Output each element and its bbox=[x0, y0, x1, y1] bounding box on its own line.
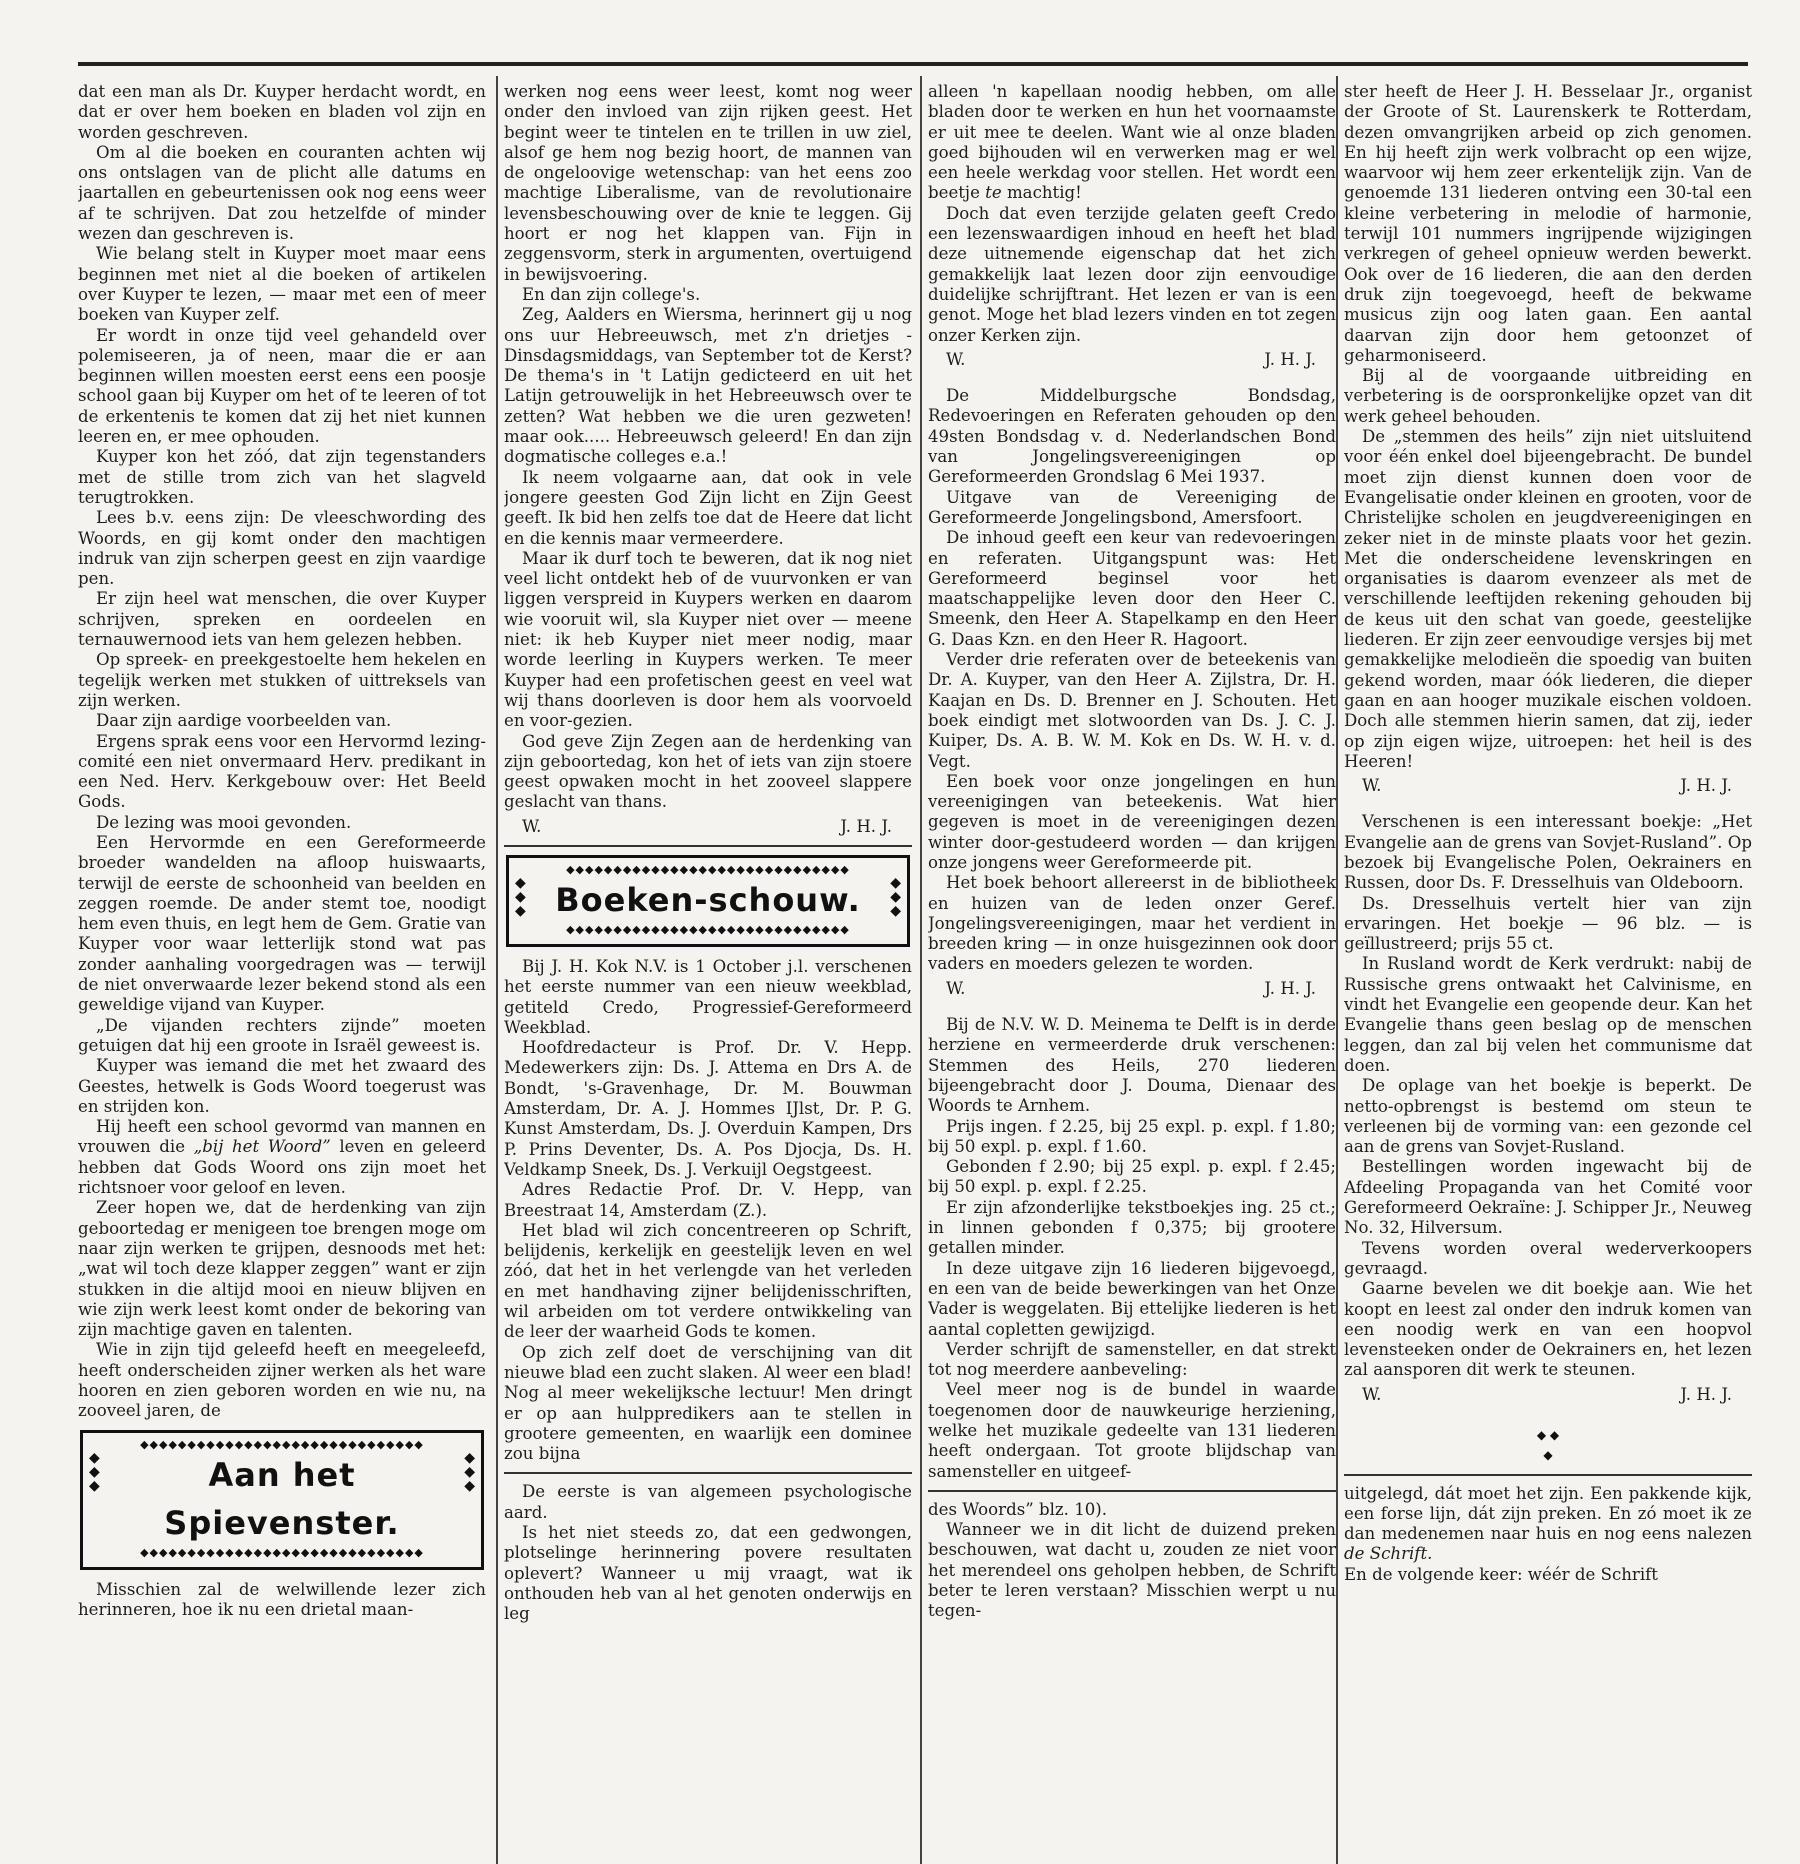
paragraph: Om al die boeken en couranten achten wij ons ontslagen van de plicht alle datums en jaartallen en gebeurtenissen ook nog eens weer af te schrijven. Dat zou hetzelfde of minder wezen dan geschreven is. bbox=[78, 142, 486, 244]
paragraph: Adres Redactie Prof. Dr. V. Hepp, van Breestraat 14, Amsterdam (Z.). bbox=[504, 1180, 912, 1220]
paragraph: En dan zijn college's. bbox=[522, 284, 701, 304]
paragraph: Doch dat even terzijde gelaten geeft Credo een lezenswaardigen inhoud en heeft het blad deze uitnemende eigenschap dat het zich gemakkelijk laat lezen door zijn eenvoudige duidelijke schrijftrant. Het lezen er van is een genot. Moge het blad lezers vinden en tot zegen onzer Kerken zijn. bbox=[928, 203, 1336, 345]
paragraph: God geve Zijn Zegen aan de herdenking van zijn geboortedag, kon het of iets van zijn stoere geest opwaken mocht in het zooveel slappere geslacht van thans. bbox=[504, 731, 912, 812]
section-heading-box bbox=[506, 855, 910, 947]
paragraph: Zeer hopen we, dat de herdenking van zijn geboortedag er menigeen toe brengen moge om naar zijn werken te grijpen, desnoods met het: „wat wil toch deze klapper zeggen” want er zijn stukken in die altijd mooi en nieuw blijven en wie zijn werk leest komt onder de bekoring van zijn machtige gaven en talenten. bbox=[78, 1198, 486, 1340]
paragraph: Er zijn heel wat menschen, die over Kuyper schrijven, spreken en oordeelen en ternauwernood iets van hem gelezen hebben. bbox=[78, 589, 486, 650]
spacer bbox=[928, 1005, 1336, 1015]
signature bbox=[928, 979, 1336, 999]
divider bbox=[504, 1472, 912, 1474]
paragraph: Misschien zal de welwillende lezer zich herinneren, hoe ik nu een drietal maan- bbox=[78, 1579, 486, 1619]
text-run: Hij heeft een school gevormd van mannen en vrouwen die bbox=[78, 1117, 486, 1157]
section-heading: Boeken-schouw. bbox=[555, 880, 861, 919]
column-1 bbox=[78, 82, 486, 1620]
paragraph: Bij J. H. Kok N.V. is 1 October j.l. verschenen het eerste nummer van een nieuw weekblad, getiteld Credo, Progressief-Gereformeerd Weekblad. bbox=[504, 956, 912, 1037]
paragraph bbox=[78, 1117, 486, 1198]
signature-right: J. H. J. bbox=[1264, 978, 1316, 998]
paragraph: Het boek behoort allereerst in de bibliotheek en huizen van de leden onzer Geref. Jongelingsvereenigingen, maar het verdient in breeden kring — in onze huisgezinnen ook door vaders en moeders gelezen te worden. bbox=[928, 873, 1336, 974]
column-rule bbox=[1336, 76, 1338, 1864]
paragraph: Op spreek- en preekgestoelte hem hekelen en tegelijk werken met stukken of uittreksels van zijn werken. bbox=[78, 650, 486, 710]
paragraph: Het blad wil zich concentreeren op Schrift, belijdenis, kerkelijk en geestelijk leven en wel zóó, dat het in het verlengde van het verleden en met handhaving zijner belijdenisschriften, wil arbeiden om tot verdere ontwikkeling van de leer der waarheid Gods te komen. bbox=[504, 1220, 912, 1342]
signature bbox=[928, 350, 1336, 370]
signature-left: W. bbox=[1362, 1384, 1382, 1404]
paragraph bbox=[928, 82, 1336, 204]
paragraph: Een Hervormde en een Gereformeerde broeder wandelden na afloop huiswaarts, terwijl de eerste de schoonheid van beelden en zeggen roemde. De ander stemt toe, noodigt hem even thuis, en legt hem de Gem. Gratie van Kuyper voor waar letterlijk stond wat pas zonder aanhaling voorgedragen was — terwijl de niet onverwaarde lezer bekend stond als een geweldige vijand van Kuyper. bbox=[78, 832, 486, 1015]
paragraph: Bij al de voorgaande uitbreiding en verbetering is de oorspronkelijke opzet van dit werk geheel behouden. bbox=[1344, 366, 1752, 426]
paragraph: Is het niet steeds zo, dat een gedwongen, plotselinge herinnering povere resultaten oplevert? Wanneer u mij vraagt, wat ik onthouden heb van al het genoten onderwijs en leg bbox=[504, 1523, 912, 1624]
signature-right: J. H. J. bbox=[1264, 349, 1316, 369]
paragraph: Lees b.v. eens zijn: De vleeschwording des Woords, en gij komt onder den machtigen indruk van zijn scherpen geest en zijn vaardige pen. bbox=[78, 508, 486, 589]
signature bbox=[504, 817, 912, 837]
text-run: machtig! bbox=[1001, 183, 1082, 203]
section-heading-box bbox=[80, 1430, 484, 1570]
paragraph: In Rusland wordt de Kerk verdrukt: nabij de Russische grens ontwaakt het Calvinisme, en vindt het Evangelie een geopende deur. Kan het Evangelie thans geen beslag op de menschen leggen, dan zal bij velen het communisme dat doen. bbox=[1344, 954, 1752, 1075]
paragraph: Ergens sprak eens voor een Hervormd lezing-comité een niet onvermaard Herv. predikant in een Ned. Herv. Kerkgebouw over: Het Beeld Gods. bbox=[78, 731, 486, 812]
paragraph: De oplage van het boekje is beperkt. De netto-opbrengst is bestemd om steun te verleenen bij de vorming van: een gezonde cel aan de grens van Sovjet-Rusland. bbox=[1344, 1076, 1752, 1157]
ornament-border: ◆◆◆◆◆◆◆◆◆◆◆◆◆◆◆◆◆◆◆◆◆◆◆◆◆◆◆◆◆◆ bbox=[140, 1438, 424, 1451]
paragraph: Daar zijn aardige voorbeelden van. bbox=[96, 711, 392, 731]
top-rule bbox=[78, 62, 1748, 66]
paragraph: Verder schrijft de samensteller, en dat strekt tot nog meerdere aanbeveling: bbox=[928, 1339, 1336, 1380]
column-2 bbox=[504, 82, 912, 1624]
signature-left: W. bbox=[1362, 776, 1382, 796]
paragraph bbox=[1344, 1484, 1752, 1565]
paragraph: werken nog eens weer leest, komt nog weer onder den invloed van zijn rijken geest. Het begint weer te tintelen en te trillen in uw ziel, alsof ge hem nog bezig hoort, de mannen van de ongeloovige wetenschap: van het eens zoo machtige Liberalisme, van de revolutionaire levensbeschouwing over de knie te leggen. Gij hoort er nog het klappen van. Fijn in zeggensvorm, sterk in argumenten, overtuigend in bewijsvoering. bbox=[504, 82, 912, 284]
signature-right: J. H. J. bbox=[1680, 1384, 1732, 1404]
signature bbox=[1344, 1385, 1752, 1405]
paragraph: Zeg, Aalders en Wiersma, herinnert gij u nog ons uur Hebreeuwsch, met z'n drietjes - Dinsdagsmiddags, van September tot de Kerst? De thema's in 't Latijn gedicteerd en uit het Latijn getrouwelijk in het Hebreeuwsch over te zetten? Wat hebben we die uren gezweten! maar ook..... Hebreeuwsch geleerd! En dan zijn dogmatische colleges e.a.! bbox=[504, 305, 912, 467]
paragraph: Kuyper was iemand die met het zwaard des Geestes, hetwelk is Gods Woord toegerust was en strijden kon. bbox=[78, 1056, 486, 1116]
paragraph: Ik neem volgaarne aan, dat ook in vele jongere geesten God Zijn licht en Zijn Geest geeft. Ik bid hen zelfs toe dat de Heere dat licht en die kennis maar vermeerdere. bbox=[504, 467, 912, 548]
paragraph: Er wordt in onze tijd veel gehandeld over polemiseeren, ja of neen, maar die er aan beginnen willen moesten eerst eens een poosje school gaan bij Kuyper om het of te leeren of tot de erkentenis te komen dat zij het niet kunnen leeren en, er mee ophouden. bbox=[78, 325, 486, 447]
paragraph: Maar ik durf toch te beweren, dat ik nog niet veel licht ontdekt heb of de vuurvonken er van liggen verspreid in Kuypers werken en daarom wie vooruit wil, sla Kuyper niet over — meene niet: ik heb Kuyper niet meer nodig, maar worde leerling in Kuypers werken. Te meer Kuyper had een profetischen geest en veel wat wij thans doorleven is door hem als voorvoeld en voor-gezien. bbox=[504, 548, 912, 731]
paragraph: En de volgende keer: wéér de Schrift bbox=[1344, 1564, 1658, 1584]
signature-left: W. bbox=[522, 816, 542, 836]
paragraph: Hoofdredacteur is Prof. Dr. V. Hepp. Medewerkers zijn: Ds. J. Attema en Drs A. de Bondt, 's-Gravenhage, Dr. M. Bouwman Amsterdam, Dr. A. J. Hommes IJlst, Dr. P. G. Kunst Amsterdam, Ds. J. Overduin Kampen, Drs P. Prins Deventer, Ds. A. Pos Djocja, Ds. H. Veldkamp Sneek, Ds. J. Verkuijl Oegstgeest. bbox=[504, 1038, 912, 1179]
paragraph: Een boek voor onze jongelingen en hun vereenigingen van beteekenis. Wat hier gegeven is moet in de vereenigingen dezen winter door-gestudeerd worden — dan krijgen onze jongens weer Gereformeerde pit. bbox=[928, 771, 1336, 872]
paragraph: Bestellingen worden ingewacht bij de Afdeeling Propaganda van het Comité voor Gereformeerd Oekraïne: J. Schipper Jr., Neuweg No. 32, Hilversum. bbox=[1344, 1157, 1752, 1238]
column-rule bbox=[920, 76, 922, 1864]
ornament-border: ◆◆◆◆◆◆◆◆◆◆◆◆◆◆◆◆◆◆◆◆◆◆◆◆◆◆◆◆◆◆ bbox=[566, 863, 850, 876]
paragraph: Gebonden f 2.90; bij 25 expl. p. expl. f 2.45; bij 50 expl. p. expl. f 2.25. bbox=[928, 1157, 1336, 1197]
paragraph: dat een man als Dr. Kuyper herdacht wordt, en dat er over hem boeken en bladen vol zijn en worden geschreven. bbox=[78, 82, 486, 142]
text-run: alleen 'n kapellaan noodig hebben, om alle bladen door te werken en hun het voornaamste er uit mee te deelen. Want wie al onze bladen goed bijhouden wil en verwerken mag er wel een heele werkdag voor stellen. Het wordt een beetje bbox=[928, 82, 1336, 203]
paragraph: Uitgave van de Vereeniging de Gereformeerde Jongelingsbond, Amersfoort. bbox=[928, 487, 1336, 527]
paragraph: Kuyper kon het zóó, dat zijn tegenstanders met de stille trom zich van het slagveld terugtrokken. bbox=[78, 447, 486, 507]
ornament-side: ◆ ◆ ◆ bbox=[89, 1449, 100, 1494]
paragraph: ster heeft de Heer J. H. Besselaar Jr., organist der Groote of St. Laurenskerk te Rotterdam, dezen omvangrijken arbeid op zich genomen. En hij heeft zijn werk volbracht op een wijze, waarvoor wij hem zeer erkentelijk zijn. Van de genoemde 131 liederen ontving een 30-tal een kleine verbetering in melodie of harmonie, terwijl 101 nummers ingrijpende wijzigingen verkregen of geheel opnieuw werden bewerkt. Ook over de 16 liederen, die aan den derden druk zijn toegevoegd, heeft de bekwame musicus zijn oog laten gaan. Een aantal daarvan zijn door hem getoonzet of geharmoniseerd. bbox=[1344, 82, 1752, 365]
paragraph: De „stemmen des heils” zijn niet uitsluitend voor één enkel doel bijeengebracht. De bundel moet zijn dienst kunnen doen voor de Evangelisatie onder kleinen en grooten, voor de Christelijke scholen en jeugdvereenigingen en zeker niet in de minste plaats voor het gezin. Met die onderscheidene levenskringen en organisaties is daarom evenzeer als met de verschillende leeftijden rekening gehouden bij de keus uit den schat van goede, geestelijke liederen. Er zijn zeer eenvoudige versjes bij met gemakkelijke melodieën die spoedig van buiten gekend worden, maar óók liederen, die dieper gaan en aan hooger muzikale eischen voldoen. Doch alle stemmen hierin samen, dat zij, ieder op zijn eigen wijze, uitroepen: het heil is des Heeren! bbox=[1344, 427, 1752, 771]
paragraph: Tevens worden overal wederverkoopers gevraagd. bbox=[1344, 1238, 1752, 1278]
divider bbox=[504, 845, 912, 847]
ornament-side: ◆ ◆ ◆ bbox=[890, 874, 901, 919]
paragraph: Verder drie referaten over de beteekenis van Dr. A. Kuyper, van den Heer A. Zijlstra, Dr. H. Kaajan en Ds. D. Brenner en J. Schouten. Het boek eindigt met slotwoorden van Ds. J. C. J. Kuiper, Ds. A. B. W. M. Kok en Ds. W. H. v. d. Vegt. bbox=[928, 650, 1336, 771]
column-rule bbox=[496, 76, 498, 1864]
paragraph: Op zich zelf doet de verschijning van dit nieuwe blad een zucht slaken. Al weer een blad! Nog al meer wekelijksche lectuur! Men dringt er op aan hulppredikers aan te stellen in grootere gemeenten, en waarlijk een dominee zou bijna bbox=[504, 1342, 912, 1464]
text-run: uitgelegd, dát moet het zijn. Een pakkende kijk, een forse lijn, dát zijn preken. En zó moet ik ze dan medenemen naar huis en nog eens nalezen bbox=[1344, 1483, 1752, 1544]
paragraph: De Middelburgsche Bondsdag, Redevoeringen en Referaten gehouden op den 49sten Bondsdag v. d. Nederlandschen Bond van Jongelingsvereenigingen op Gereformeerden Grondslag 6 Mei 1937. bbox=[928, 386, 1336, 487]
paragraph: De eerste is van algemeen psychologische aard. bbox=[504, 1482, 912, 1522]
signature-left: W. bbox=[946, 978, 966, 998]
paragraph: Verschenen is een interessant boekje: „Het Evangelie aan de grens van Sovjet-Rusland”. Op bezoek bij Evangelische Polen, Oekrainers en Russen, door Ds. F. Dresselhuis van Oldeboorn. bbox=[1344, 812, 1752, 893]
paragraph: Wie belang stelt in Kuyper moet maar eens beginnen met niet al die boeken of artikelen over Kuyper te lezen, — maar met een of meer boeken van Kuyper zelf. bbox=[78, 244, 486, 325]
signature-right: J. H. J. bbox=[840, 816, 892, 836]
signature-right: J. H. J. bbox=[1680, 776, 1732, 796]
paragraph: Bij de N.V. W. D. Meinema te Delft is in derde herziene en vermeerderde druk verschenen: Stemmen des Heils, 270 liederen bijeengebracht door J. Douma, Dienaar des Woords te Arnhem. bbox=[928, 1015, 1336, 1116]
column-4 bbox=[1344, 82, 1752, 1585]
paragraph: „De vijanden rechters zijnde” moeten getuigen dat hij een groote in Israël geweest is. bbox=[78, 1015, 486, 1055]
section-heading: Aan het Spievenster. bbox=[164, 1455, 400, 1542]
ornament-side: ◆ ◆ ◆ bbox=[464, 1449, 475, 1494]
divider bbox=[928, 1490, 1336, 1492]
paragraph: Wie in zijn tijd geleefd heeft en meegeleefd, heeft onderscheiden zijner werken als het ware hooren en zien geboren worden en wie nu, na zooveel jaren, de bbox=[78, 1340, 486, 1421]
italic-run: de Schrift. bbox=[1344, 1544, 1433, 1564]
signature bbox=[1344, 776, 1752, 796]
paragraph: Ds. Dresselhuis vertelt hier van zijn ervaringen. Het boekje — 96 blz. — is geïllustreerd; prijs 55 ct. bbox=[1344, 893, 1752, 954]
ornament-border: ◆◆◆◆◆◆◆◆◆◆◆◆◆◆◆◆◆◆◆◆◆◆◆◆◆◆◆◆◆◆ bbox=[566, 923, 850, 936]
spacer bbox=[1344, 802, 1752, 812]
spacer bbox=[928, 376, 1336, 386]
signature-left: W. bbox=[946, 349, 966, 369]
ornament-icon: ◆ ◆ ◆ bbox=[1536, 1428, 1560, 1463]
text-run: leven en geleerd hebben dat Gods Woord ons zijn moet het richtsnoer voor geloof en leven. bbox=[78, 1137, 486, 1198]
column-3 bbox=[928, 82, 1336, 1622]
paragraph: Veel meer nog is de bundel in waarde toegenomen door de nauwkeurige herziening, welke het muzikale gedeelte van 131 liederen heeft ondergaan. Tot groote blijdschap van samensteller en uitgeef- bbox=[928, 1380, 1336, 1481]
paragraph: De inhoud geeft een keur van redevoeringen en referaten. Uitgangspunt was: Het Gereformeerd beginsel voor het maatschappelijke leven door den Heer C. Smeenk, den Heer A. Stapelkamp en den Heer G. Daas Kzn. en den Heer R. Hagoort. bbox=[928, 528, 1336, 649]
paragraph: In deze uitgave zijn 16 liederen bijgevoegd, en een van de beide bewerkingen van het Onze Vader is weggelaten. Bij ettelijke liederen is het aantal copletten gewijzigd. bbox=[928, 1258, 1336, 1339]
paragraph: Wanneer we in dit licht de duizend preken beschouwen, wat dacht u, zouden ze niet voor het merendeel ons geholpen hebben, de Schrift beter te leren verstaan? Misschien werpt u nu tegen- bbox=[928, 1520, 1336, 1621]
paragraph: Prijs ingen. f 2.25, bij 25 expl. p. expl. f 1.80; bij 50 expl. p. expl. f 1.60. bbox=[928, 1116, 1336, 1156]
ornament-border: ◆◆◆◆◆◆◆◆◆◆◆◆◆◆◆◆◆◆◆◆◆◆◆◆◆◆◆◆◆◆ bbox=[140, 1546, 424, 1559]
italic-run: „bij het Woord” bbox=[193, 1137, 331, 1157]
divider bbox=[1344, 1474, 1752, 1476]
paragraph: De lezing was mooi gevonden. bbox=[96, 812, 352, 832]
paragraph: Gaarne bevelen we dit boekje aan. Wie het koopt en leest zal onder den indruk komen van een noodig werk en van een hoopvol levensteeken onder de Oekrainers en, het lezen zal aansporen dit werk te steunen. bbox=[1344, 1279, 1752, 1380]
paragraph: des Woords” blz. 10). bbox=[928, 1499, 1108, 1519]
italic-run: te bbox=[985, 183, 1002, 203]
ornament-side: ◆ ◆ ◆ bbox=[515, 874, 526, 919]
paragraph: Er zijn afzonderlijke tekstboekjes ing. 25 ct.; in linnen gebonden f 0,375; bij grootere getallen minder. bbox=[928, 1197, 1336, 1258]
